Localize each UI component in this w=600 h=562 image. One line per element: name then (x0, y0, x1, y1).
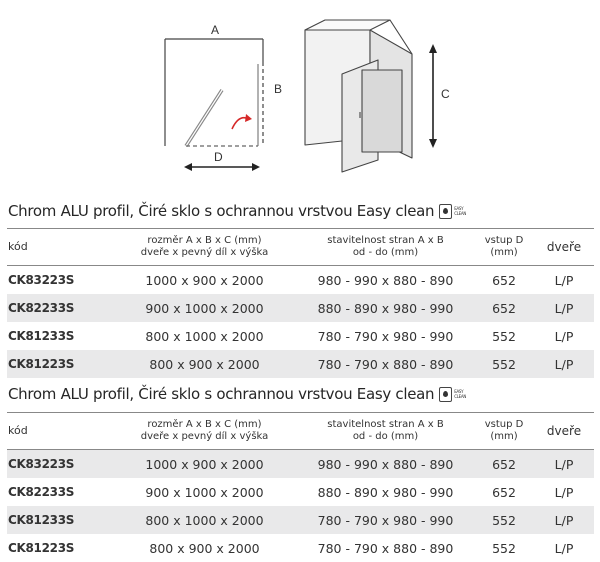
perspective-view-diagram (305, 20, 412, 172)
dimension-c-arrow (429, 44, 437, 148)
product-code: CK83223S (7, 450, 112, 479)
product-adjustability: 780 - 790 x 880 - 890 (317, 540, 454, 556)
product-size: 800 x 900 x 2000 (112, 350, 297, 378)
product-door: L/P (534, 450, 594, 479)
table-row (7, 506, 594, 534)
easy-clean-icon (439, 387, 466, 402)
water-drop-icon (439, 204, 452, 219)
product-entry: 552 (492, 540, 516, 556)
product-entry: 552 (474, 350, 534, 378)
product-door: L/P (534, 506, 594, 534)
table-row (7, 294, 594, 322)
product-size: 800 x 1000 x 2000 (145, 328, 264, 344)
product-code: CK82233S (8, 485, 75, 499)
table-header-row (7, 229, 594, 266)
product-size: 800 x 1000 x 2000 (112, 506, 297, 534)
dimension-label-c: C (441, 87, 450, 101)
product-entry: 652 (492, 484, 516, 500)
product-code: CK81223S (7, 350, 112, 378)
dimension-d-arrow (184, 163, 260, 171)
product-adjustability: 780 - 790 x 980 - 990 (317, 328, 454, 344)
col-header-adjustability: stavitelnost stran A x B od - do (mm) (297, 413, 474, 450)
table-row (7, 350, 594, 378)
product-code: CK81233S (8, 329, 75, 343)
product-door: L/P (554, 540, 574, 556)
section-title-1 (8, 202, 466, 220)
product-size: 1000 x 900 x 2000 (112, 450, 297, 479)
dimension-label-a: A (211, 23, 220, 37)
product-adjustability: 780 - 790 x 980 - 990 (297, 506, 474, 534)
section-title-text: Chrom ALU profil, Čiré sklo s ochrannou vrstvou Easy clean (8, 202, 435, 220)
col-header-entry: vstup D (mm) (474, 413, 534, 450)
col-header-door: dveře (534, 413, 594, 450)
product-adjustability: 980 - 990 x 880 - 890 (317, 272, 454, 288)
product-table-1 (7, 228, 594, 378)
product-entry: 652 (492, 272, 516, 288)
badge-line-2: CLEAN (454, 394, 467, 399)
easy-clean-icon (439, 204, 466, 219)
product-adjustability: 780 - 790 x 880 - 890 (297, 350, 474, 378)
product-size: 900 x 1000 x 2000 (112, 294, 297, 322)
table-row (7, 534, 594, 562)
product-door: L/P (554, 328, 574, 344)
col-header-size: rozměr A x B x C (mm) dveře x pevný díl x výška (112, 413, 297, 450)
col-header-code: kód (7, 229, 112, 266)
product-door: L/P (554, 272, 574, 288)
product-door: L/P (534, 294, 594, 322)
section-title-2 (8, 385, 466, 403)
product-size: 900 x 1000 x 2000 (145, 484, 264, 500)
product-adjustability: 880 - 890 x 980 - 990 (317, 484, 454, 500)
product-code: CK81233S (7, 506, 112, 534)
door-opening-arrow (232, 118, 246, 129)
col-header-code: kód (7, 413, 112, 450)
product-size: 1000 x 900 x 2000 (145, 272, 264, 288)
badge-line-2: CLEAN (454, 211, 467, 216)
badge-line-1: EASY (454, 206, 464, 211)
product-code: CK83223S (8, 273, 75, 287)
dimension-label-b: B (274, 82, 283, 96)
table-row (7, 322, 594, 350)
product-door: L/P (534, 350, 594, 378)
table-row (7, 266, 594, 295)
product-adjustability: 980 - 990 x 880 - 890 (297, 450, 474, 479)
product-size: 800 x 900 x 2000 (149, 540, 260, 556)
door-opening-arrowhead (245, 114, 252, 122)
water-drop-icon (439, 387, 452, 402)
table-header-row (7, 413, 594, 450)
col-header-size: rozměr A x B x C (mm) dveře x pevný díl x výška (112, 229, 297, 266)
col-header-entry: vstup D (mm) (474, 229, 534, 266)
product-door: L/P (554, 484, 574, 500)
product-code: CK81223S (8, 541, 75, 555)
dimension-label-d: D (214, 150, 223, 164)
product-adjustability: 880 - 890 x 980 - 990 (297, 294, 474, 322)
table-row (7, 478, 594, 506)
shower-enclosure-diagrams (0, 0, 600, 190)
product-entry: 652 (474, 294, 534, 322)
product-code: CK82233S (7, 294, 112, 322)
badge-line-1: EASY (454, 389, 464, 394)
product-entry: 552 (474, 506, 534, 534)
section-title-text: Chrom ALU profil, Čiré sklo s ochrannou vrstvou Easy clean (8, 385, 435, 403)
product-entry: 552 (492, 328, 516, 344)
plan-view-diagram (165, 39, 263, 146)
table-row (7, 450, 594, 479)
col-header-adjustability: stavitelnost stran A x B od - do (mm) (297, 229, 474, 266)
product-table-2 (7, 412, 594, 562)
product-entry: 652 (474, 450, 534, 479)
col-header-door: dveře (534, 229, 594, 266)
